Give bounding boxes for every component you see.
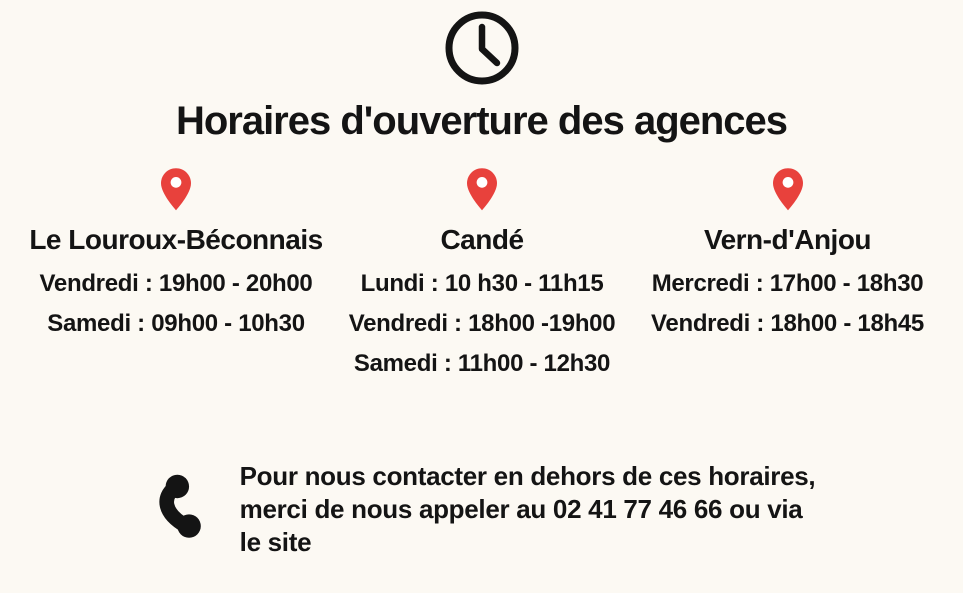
agency-name: Vern-d'Anjou [703,224,872,255]
contact-message [240,460,816,559]
location-pin-icon [467,168,497,211]
hours-line: Vendredi : 18h00 - 18h45 [651,310,924,337]
location-pin-icon [161,168,191,211]
clock-icon-wrapper [0,0,963,86]
agencies-section [0,168,963,384]
agency-hours [651,264,924,344]
hours-line: Samedi : 09h00 - 10h30 [47,310,305,337]
phone-icon [148,464,214,550]
agency-column-le-louroux-beconnais [0,168,352,384]
hours-line: Samedi : 11h00 - 12h30 [353,350,611,377]
location-pin-icon [773,168,803,211]
agency-column-cande [348,168,616,384]
agency-hours [349,264,616,384]
agency-column-vern-d-anjou [612,168,963,384]
agency-name: Candé [440,224,524,255]
hours-line: Vendredi : 19h00 - 20h00 [39,270,313,297]
hours-line: Mercredi : 17h00 - 18h30 [651,270,924,297]
contact-section [0,460,963,559]
hours-line: Lundi : 10 h30 - 11h15 [360,270,604,297]
contact-message-line: le site [239,527,312,557]
page-title: Horaires d'ouverture des agences [175,99,788,143]
agency-hours [40,264,313,344]
clock-icon [444,10,520,86]
contact-message-line: Pour nous contacter en dehors de ces horaires, [239,461,816,491]
contact-message-line: merci de nous appeler au 02 41 77 46 66 ou via [239,494,803,524]
hours-line: Vendredi : 18h00 -19h00 [348,310,616,337]
agency-name: Le Louroux-Béconnais [29,224,323,255]
